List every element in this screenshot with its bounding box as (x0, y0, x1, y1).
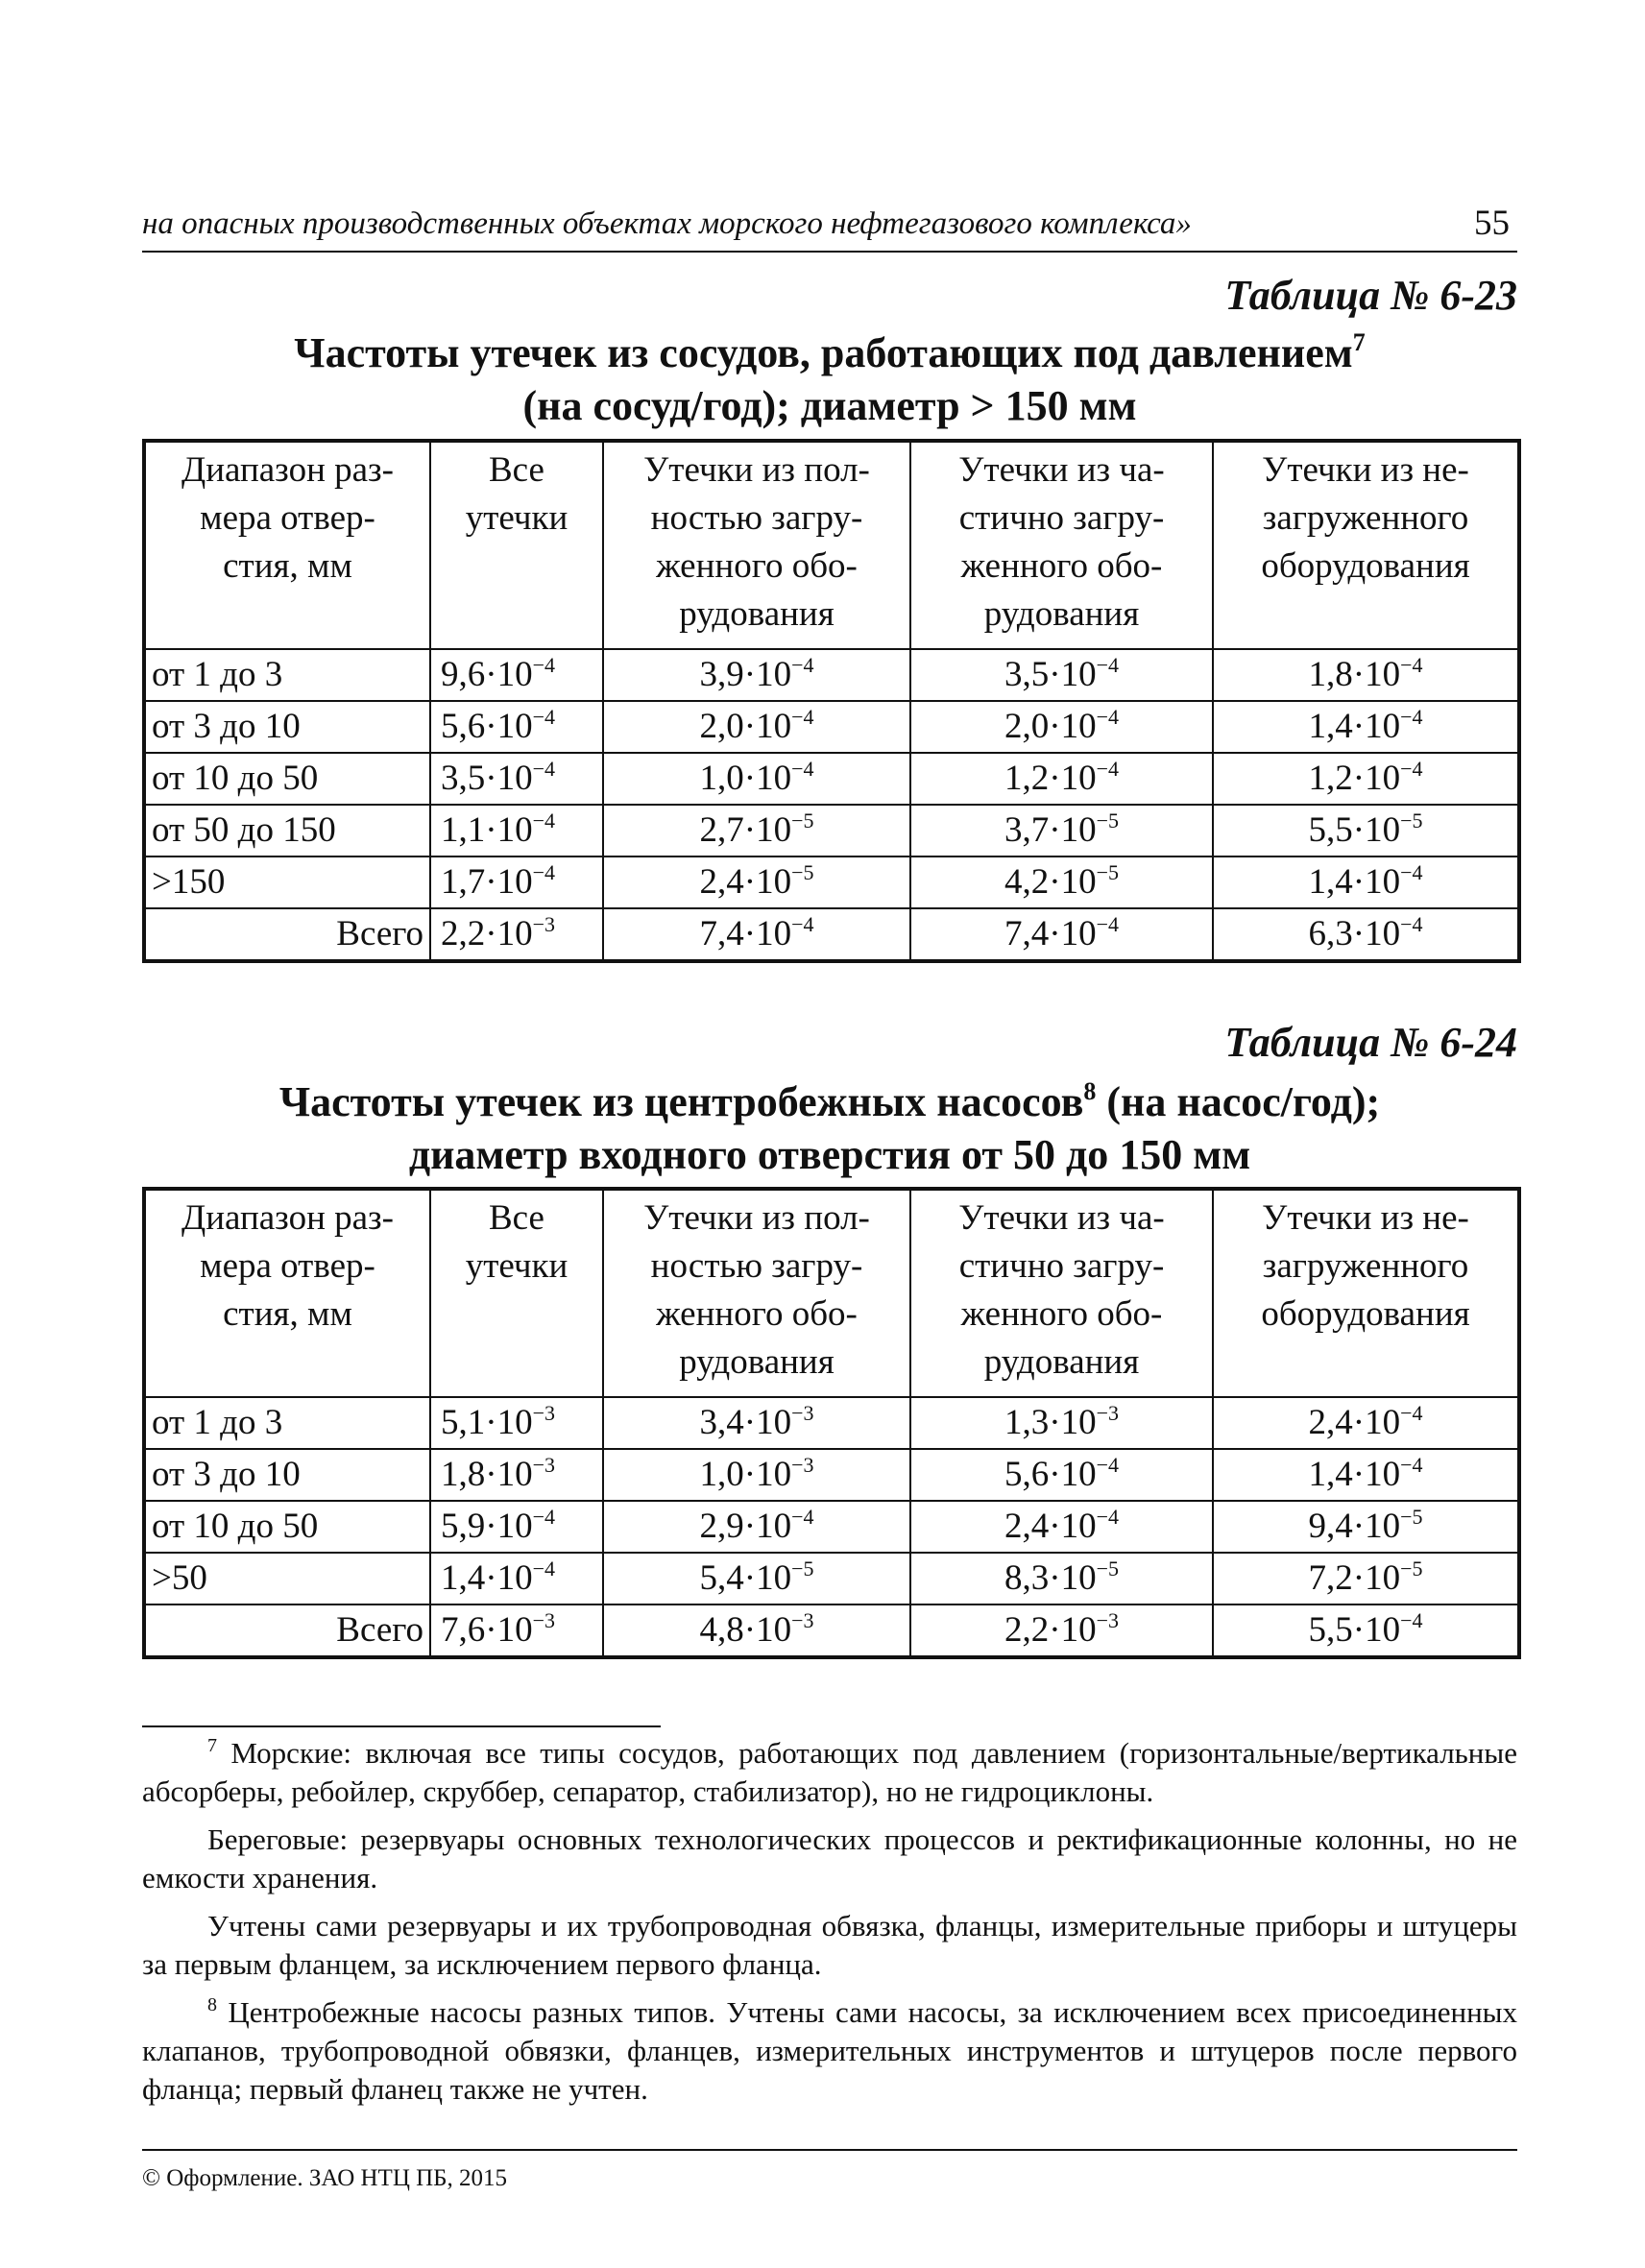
value-mantissa: 9,4·10 (1308, 1507, 1401, 1546)
value-exponent: −4 (1096, 1453, 1119, 1477)
value-exponent: −4 (532, 653, 555, 677)
table-number: Таблица № 6-23 (1224, 272, 1517, 319)
value-cell (430, 1604, 603, 1657)
value-cell (1213, 753, 1519, 805)
table-total-row (144, 908, 1519, 961)
value-exponent: −4 (1096, 1505, 1119, 1529)
value-exponent: −4 (1400, 1401, 1423, 1425)
table-title-line: Частоты утечек из сосудов, работающих под давлением (294, 329, 1353, 376)
range-cell: от 3 до 10 (144, 701, 430, 753)
column-header: Утечки из не- загруженного оборудования (1213, 1189, 1519, 1397)
column-header: Утечки из ча- стично загру- женного обо- рудования (910, 1189, 1213, 1397)
value-mantissa: 7,4·10 (1004, 914, 1097, 953)
table-row (144, 1553, 1519, 1604)
table-row (144, 805, 1519, 857)
value-mantissa: 2,2·10 (1004, 1610, 1097, 1650)
value-mantissa: 4,2·10 (1004, 862, 1097, 902)
value-mantissa: 2,0·10 (699, 707, 792, 746)
value-mantissa: 9,6·10 (441, 655, 533, 694)
value-mantissa: 1,0·10 (699, 759, 792, 798)
value-exponent: −5 (1096, 808, 1119, 832)
value-exponent: −5 (1400, 808, 1423, 832)
value-exponent: −5 (791, 808, 814, 832)
value-mantissa: 1,4·10 (441, 1558, 533, 1598)
value-mantissa: 1,3·10 (1004, 1403, 1097, 1442)
value-cell (603, 1449, 910, 1501)
footnote-ref: 7 (1352, 328, 1366, 356)
value-mantissa: 1,8·10 (1308, 655, 1401, 694)
value-cell (1213, 1553, 1519, 1604)
value-cell (910, 649, 1213, 701)
value-cell (603, 857, 910, 908)
value-mantissa: 5,4·10 (699, 1558, 792, 1598)
column-header: Диапазон раз- мера отвер- стия, мм (144, 1189, 430, 1397)
value-exponent: −3 (791, 1608, 814, 1632)
value-cell (910, 1604, 1213, 1657)
value-cell (910, 753, 1213, 805)
value-cell (430, 908, 603, 961)
value-cell (603, 701, 910, 753)
value-cell (430, 857, 603, 908)
value-cell (910, 805, 1213, 857)
range-cell: >50 (144, 1553, 430, 1604)
bottom-divider (142, 2149, 1517, 2151)
page-number: 55 (1474, 204, 1510, 243)
table-title-line: (на сосуд/год); диаметр > 150 мм (522, 382, 1137, 429)
value-exponent: −4 (791, 1505, 814, 1529)
table-row (144, 649, 1519, 701)
value-cell (1213, 701, 1519, 753)
value-exponent: −3 (532, 1453, 555, 1477)
value-exponent: −5 (1096, 1556, 1119, 1580)
value-exponent: −3 (532, 1401, 555, 1425)
range-cell: от 10 до 50 (144, 753, 430, 805)
value-mantissa: 5,5·10 (1308, 810, 1401, 850)
value-exponent: −4 (791, 705, 814, 729)
value-mantissa: 1,2·10 (1004, 759, 1097, 798)
table-title (142, 326, 1517, 432)
value-cell (1213, 1397, 1519, 1449)
value-exponent: −4 (1096, 912, 1119, 936)
data-table (142, 439, 1521, 963)
value-mantissa: 5,9·10 (441, 1507, 533, 1546)
value-mantissa: 7,4·10 (699, 914, 792, 953)
value-cell (603, 1553, 910, 1604)
running-title: на опасных производственных объектах морского нефтегазового комплекса» (142, 206, 1192, 241)
value-mantissa: 3,5·10 (441, 759, 533, 798)
value-cell (603, 1397, 910, 1449)
column-header: Утечки из пол- ностью загру- женного обо- рудования (603, 1189, 910, 1397)
total-label: Всего (144, 908, 430, 961)
value-cell (910, 857, 1213, 908)
value-cell (910, 1449, 1213, 1501)
value-cell (1213, 805, 1519, 857)
value-exponent: −4 (1400, 1453, 1423, 1477)
value-mantissa: 1,2·10 (1308, 759, 1401, 798)
value-cell (910, 701, 1213, 753)
total-label: Всего (144, 1604, 430, 1657)
table-row (144, 1501, 1519, 1553)
value-mantissa: 2,7·10 (699, 810, 792, 850)
table-row (144, 857, 1519, 908)
value-exponent: −5 (1400, 1556, 1423, 1580)
table-row (144, 753, 1519, 805)
table-total-row (144, 1604, 1519, 1657)
range-cell: от 10 до 50 (144, 1501, 430, 1553)
value-cell (1213, 1604, 1519, 1657)
value-exponent: −3 (1096, 1608, 1119, 1632)
value-cell (603, 1604, 910, 1657)
range-cell: от 1 до 3 (144, 1397, 430, 1449)
value-cell (603, 805, 910, 857)
footnote-divider (142, 1725, 661, 1727)
value-exponent: −3 (1096, 1401, 1119, 1425)
value-mantissa: 4,8·10 (699, 1610, 792, 1650)
range-cell: от 50 до 150 (144, 805, 430, 857)
value-mantissa: 2,0·10 (1004, 707, 1097, 746)
value-exponent: −4 (532, 1556, 555, 1580)
value-exponent: −5 (1400, 1505, 1423, 1529)
value-cell (1213, 649, 1519, 701)
value-exponent: −3 (532, 912, 555, 936)
value-mantissa: 5,5·10 (1308, 1610, 1401, 1650)
value-mantissa: 7,2·10 (1308, 1558, 1401, 1598)
value-exponent: −5 (1096, 860, 1119, 884)
footnote-mark: 7 (207, 1735, 217, 1756)
value-cell (430, 1501, 603, 1553)
column-header: Утечки из пол- ностью загру- женного обо- рудования (603, 441, 910, 649)
value-mantissa: 3,9·10 (699, 655, 792, 694)
footnotes (142, 1734, 1517, 2118)
table-header-row (144, 441, 1519, 649)
value-cell (430, 1397, 603, 1449)
value-cell (910, 1553, 1213, 1604)
value-cell (603, 908, 910, 961)
value-mantissa: 2,9·10 (699, 1507, 792, 1546)
value-mantissa: 1,0·10 (699, 1455, 792, 1494)
value-exponent: −4 (532, 1505, 555, 1529)
value-mantissa: 1,7·10 (441, 862, 533, 902)
value-exponent: −4 (1400, 757, 1423, 781)
value-exponent: −4 (1400, 1608, 1423, 1632)
copyright: © Оформление. ЗАО НТЦ ПБ, 2015 (142, 2165, 508, 2191)
value-mantissa: 6,3·10 (1308, 914, 1401, 953)
data-table (142, 1187, 1521, 1659)
value-mantissa: 2,4·10 (699, 862, 792, 902)
footnote-ref: 8 (1083, 1077, 1097, 1105)
value-cell (1213, 857, 1519, 908)
value-mantissa: 5,6·10 (441, 707, 533, 746)
value-mantissa: 1,4·10 (1308, 1455, 1401, 1494)
column-header: Все утечки (430, 441, 603, 649)
value-exponent: −3 (791, 1453, 814, 1477)
value-exponent: −4 (791, 653, 814, 677)
value-cell (430, 701, 603, 753)
column-header: Утечки из ча- стично загру- женного обо- рудования (910, 441, 1213, 649)
value-exponent: −4 (1400, 653, 1423, 677)
column-header: Все утечки (430, 1189, 603, 1397)
value-exponent: −4 (532, 808, 555, 832)
range-cell: от 3 до 10 (144, 1449, 430, 1501)
table-title-line: (на насос/год); (1096, 1078, 1381, 1125)
column-header: Утечки из не- загруженного оборудования (1213, 441, 1519, 649)
running-header (142, 197, 1517, 253)
table-header-row (144, 1189, 1519, 1397)
footnote: $^7$ Морские: включая все типы сосудов, работающих под давлением (горизонтальные/вертикальные абсорберы, ребойлер, скруббер, сепаратор, стабилизатор), но не гидроциклоны. (142, 1735, 1517, 1808)
value-exponent: −4 (791, 757, 814, 781)
value-exponent: −4 (1400, 705, 1423, 729)
footnote: $^8$ Центробежные насосы разных типов. Учтены сами насосы, за исключением всех присоединенных клапанов, трубопроводной обвязки, фланцев, измерительных инструментов и штуцеров после первого фланца; первый фланец также не учтен. (142, 1994, 1517, 2106)
value-exponent: −4 (1400, 860, 1423, 884)
value-mantissa: 1,8·10 (441, 1455, 533, 1494)
range-cell: от 1 до 3 (144, 649, 430, 701)
value-cell (430, 1553, 603, 1604)
value-cell (910, 1501, 1213, 1553)
value-exponent: −5 (791, 1556, 814, 1580)
value-exponent: −3 (532, 1608, 555, 1632)
footnote: Береговые: резервуары основных технологических процессов и ректификационные колонны, но не емкости хранения. (142, 1822, 1517, 1894)
value-exponent: −4 (1096, 757, 1119, 781)
value-exponent: −5 (791, 860, 814, 884)
table-title-line: диаметр входного отверстия от 50 до 150 мм (408, 1131, 1251, 1178)
value-mantissa: 5,6·10 (1004, 1455, 1097, 1494)
value-exponent: −4 (532, 860, 555, 884)
value-cell (603, 649, 910, 701)
table-number: Таблица № 6-24 (1224, 1019, 1517, 1066)
value-cell (603, 753, 910, 805)
value-cell (1213, 1501, 1519, 1553)
range-cell: >150 (144, 857, 430, 908)
value-mantissa: 3,7·10 (1004, 810, 1097, 850)
value-mantissa: 2,2·10 (441, 914, 533, 953)
value-mantissa: 8,3·10 (1004, 1558, 1097, 1598)
table-title (142, 1075, 1517, 1181)
value-cell (430, 805, 603, 857)
value-mantissa: 3,5·10 (1004, 655, 1097, 694)
value-mantissa: 7,6·10 (441, 1610, 533, 1650)
value-exponent: −3 (791, 1401, 814, 1425)
value-cell (430, 649, 603, 701)
value-cell (603, 1501, 910, 1553)
value-exponent: −4 (532, 705, 555, 729)
table-row (144, 701, 1519, 753)
value-mantissa: 2,4·10 (1308, 1403, 1401, 1442)
value-mantissa: 5,1·10 (441, 1403, 533, 1442)
value-mantissa: 1,4·10 (1308, 707, 1401, 746)
value-exponent: −4 (1096, 653, 1119, 677)
table-row (144, 1397, 1519, 1449)
value-cell (430, 753, 603, 805)
value-mantissa: 1,1·10 (441, 810, 533, 850)
value-cell (1213, 908, 1519, 961)
value-mantissa: 1,4·10 (1308, 862, 1401, 902)
value-exponent: −4 (1096, 705, 1119, 729)
footnote-mark: 8 (207, 1994, 217, 2015)
value-exponent: −4 (1400, 912, 1423, 936)
column-header: Диапазон раз- мера отвер- стия, мм (144, 441, 430, 649)
value-exponent: −4 (532, 757, 555, 781)
value-mantissa: 2,4·10 (1004, 1507, 1097, 1546)
value-cell (430, 1449, 603, 1501)
value-cell (1213, 1449, 1519, 1501)
table-row (144, 1449, 1519, 1501)
value-cell (910, 1397, 1213, 1449)
value-cell (910, 908, 1213, 961)
value-exponent: −4 (791, 912, 814, 936)
value-mantissa: 3,4·10 (699, 1403, 792, 1442)
table-title-line: Частоты утечек из центробежных насосов (278, 1078, 1084, 1125)
footnote: Учтены сами резервуары и их трубопроводная обвязка, фланцы, измерительные приборы и штуцеры за первым фланцем, за исключением первого фланца. (142, 1909, 1517, 1981)
